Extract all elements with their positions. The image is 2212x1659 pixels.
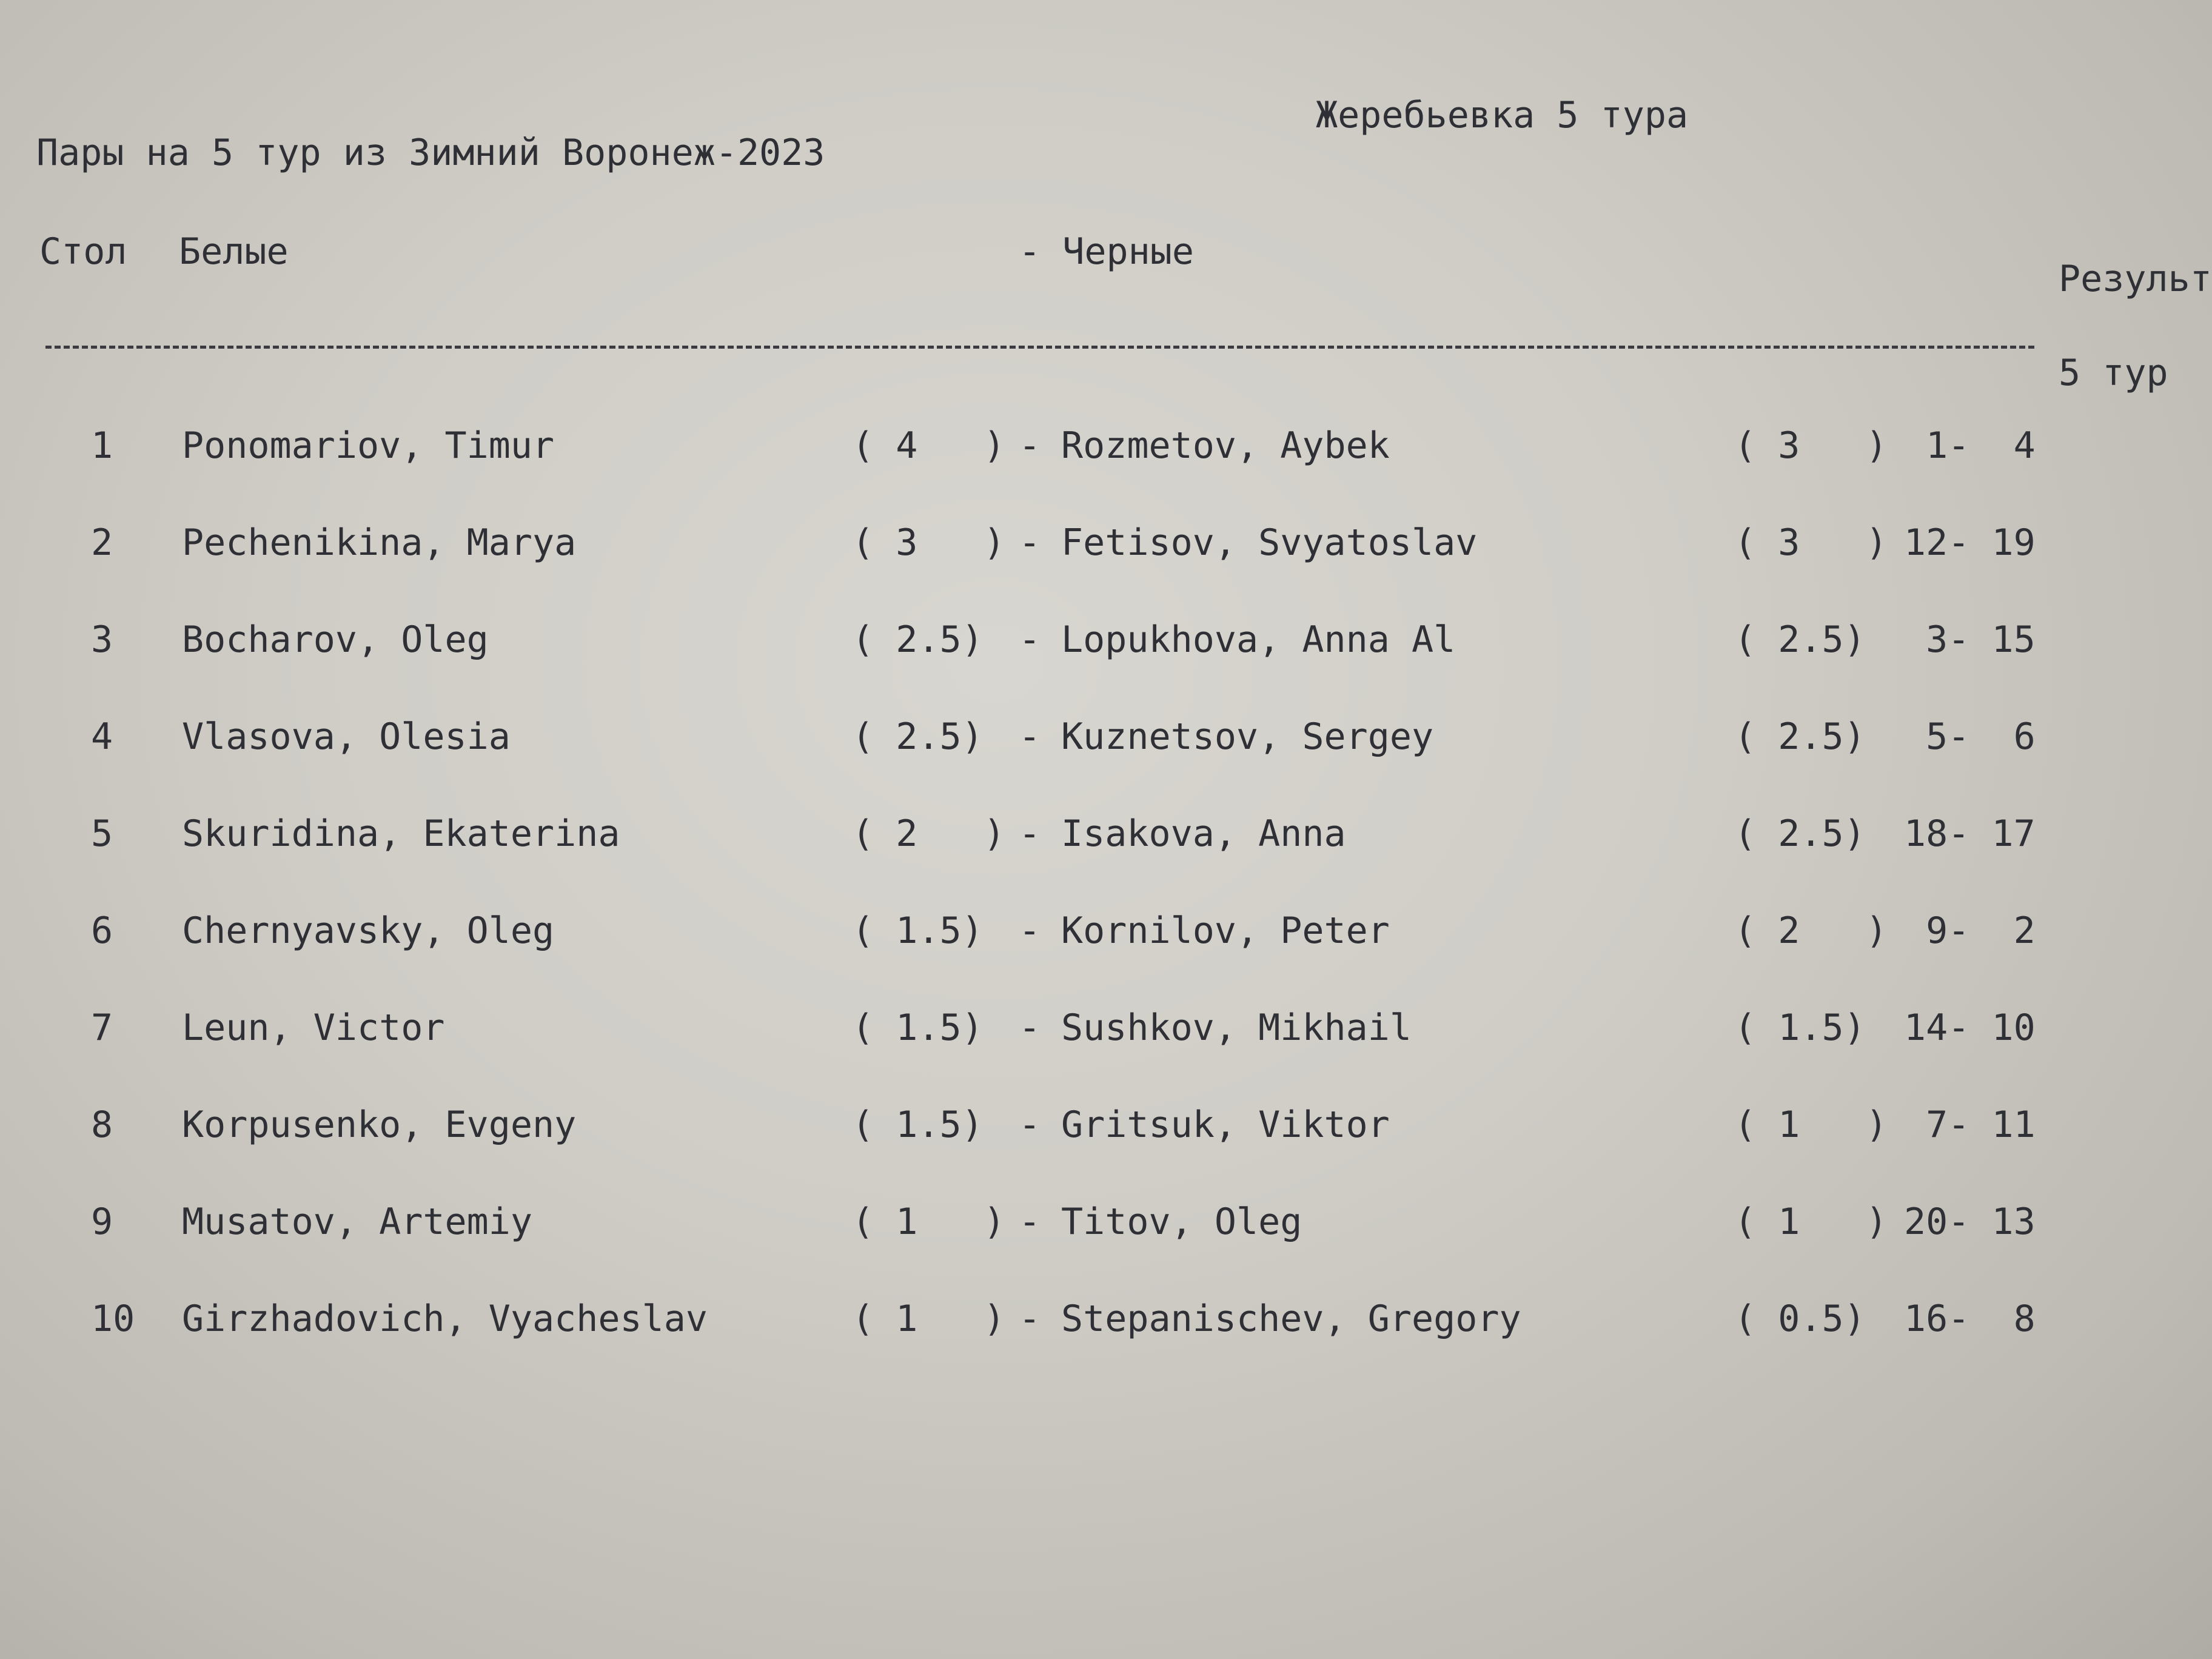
table-row xyxy=(0,813,2212,870)
black-score: ( 3 ) xyxy=(1734,424,1888,467)
white-score: ( 1.5) xyxy=(852,1104,984,1146)
black-score: ( 2.5) xyxy=(1734,716,1866,758)
table-number: 7 xyxy=(91,1007,113,1049)
result-cell: 9- 2 xyxy=(1904,910,2036,952)
result-cell: 1- 4 xyxy=(1904,424,2036,467)
table-number: 4 xyxy=(91,716,113,758)
pairs-title: Пары на 5 тур из Зимний Воронеж-2023 xyxy=(36,132,825,174)
table-number: 5 xyxy=(91,813,113,855)
table-number: 2 xyxy=(91,521,113,564)
round-label: 5 тур xyxy=(2059,352,2168,394)
white-player: Leun, Victor xyxy=(182,1007,445,1049)
black-player: Kornilov, Peter xyxy=(1061,910,1390,952)
result-cell: 18- 17 xyxy=(1904,813,2036,855)
pair-dash: - xyxy=(1019,1007,1041,1049)
table-row xyxy=(0,716,2212,773)
black-player: Isakova, Anna xyxy=(1061,813,1346,855)
pair-dash: - xyxy=(1019,910,1041,952)
result-cell: 7- 11 xyxy=(1904,1104,2036,1146)
black-score: ( 2.5) xyxy=(1734,813,1866,855)
black-score: ( 3 ) xyxy=(1734,521,1888,564)
pair-dash: - xyxy=(1019,1104,1041,1146)
black-score: ( 2 ) xyxy=(1734,910,1888,952)
result-cell: 5- 6 xyxy=(1904,716,2036,758)
table-row xyxy=(0,910,2212,967)
black-player: Rozmetov, Aybek xyxy=(1061,424,1390,467)
white-score: ( 2.5) xyxy=(852,618,984,661)
table-row xyxy=(0,521,2212,579)
result-cell: 12- 19 xyxy=(1904,521,2036,564)
pair-dash: - xyxy=(1019,1201,1041,1243)
black-player: Titov, Oleg xyxy=(1061,1201,1302,1243)
pair-dash: - xyxy=(1019,716,1041,758)
black-player: Kuznetsov, Sergey xyxy=(1061,716,1434,758)
table-number: 10 xyxy=(91,1298,135,1340)
white-score: ( 4 ) xyxy=(852,424,1005,467)
white-player: Skuridina, Ekaterina xyxy=(182,813,620,855)
table-row xyxy=(0,1298,2212,1355)
white-score: ( 3 ) xyxy=(852,521,1005,564)
pair-dash: - xyxy=(1019,813,1041,855)
result-cell: 20- 13 xyxy=(1904,1201,2036,1243)
table-number: 3 xyxy=(91,618,113,661)
black-player: Lopukhova, Anna Al xyxy=(1061,618,1456,661)
white-player: Ponomariov, Timur xyxy=(182,424,555,467)
table-number: 6 xyxy=(91,910,113,952)
black-score: ( 0.5) xyxy=(1734,1298,1866,1340)
white-player: Pechenikina, Marya xyxy=(182,521,577,564)
white-score: ( 1 ) xyxy=(852,1298,1005,1340)
white-score: ( 1.5) xyxy=(852,1007,984,1049)
pair-dash: - xyxy=(1019,618,1041,661)
table-row xyxy=(0,618,2212,676)
table-row xyxy=(0,1201,2212,1258)
result-cell: 16- 8 xyxy=(1904,1298,2036,1340)
white-player: Vlasova, Olesia xyxy=(182,716,511,758)
table-number: 8 xyxy=(91,1104,113,1146)
table-row xyxy=(0,424,2212,482)
black-score: ( 2.5) xyxy=(1734,618,1866,661)
column-header-white: Белые xyxy=(179,230,289,273)
white-player: Musatov, Artemiy xyxy=(182,1201,532,1243)
white-player: Girzhadovich, Vyacheslav xyxy=(182,1298,708,1340)
white-player: Korpusenko, Evgeny xyxy=(182,1104,577,1146)
result-cell: 3- 15 xyxy=(1904,618,2036,661)
table-row xyxy=(0,1104,2212,1161)
black-score: ( 1 ) xyxy=(1734,1104,1888,1146)
column-header-table: Стол xyxy=(39,230,127,273)
black-score: ( 1.5) xyxy=(1734,1007,1866,1049)
dashed-separator xyxy=(45,346,2034,349)
white-score: ( 1 ) xyxy=(852,1201,1005,1243)
black-player: Fetisov, Svyatoslav xyxy=(1061,521,1478,564)
result-cell: 14- 10 xyxy=(1904,1007,2036,1049)
black-player: Sushkov, Mikhail xyxy=(1061,1007,1412,1049)
draw-title: Жеребьевка 5 тура xyxy=(1316,94,1689,136)
black-score: ( 1 ) xyxy=(1734,1201,1888,1243)
white-score: ( 2 ) xyxy=(852,813,1005,855)
pair-dash: - xyxy=(1019,1298,1041,1340)
black-player: Gritsuk, Viktor xyxy=(1061,1104,1390,1146)
pair-dash: - xyxy=(1019,521,1041,564)
white-player: Chernyavsky, Oleg xyxy=(182,910,555,952)
column-header-black: - Черные xyxy=(1019,230,1194,273)
white-score: ( 2.5) xyxy=(852,716,984,758)
table-row xyxy=(0,1007,2212,1064)
table-number: 1 xyxy=(91,424,113,467)
white-player: Bocharov, Oleg xyxy=(182,618,489,661)
pair-dash: - xyxy=(1019,424,1041,467)
table-number: 9 xyxy=(91,1201,113,1243)
column-header-result: Результ xyxy=(2059,258,2212,300)
black-player: Stepanischev, Gregory xyxy=(1061,1298,1521,1340)
white-score: ( 1.5) xyxy=(852,910,984,952)
